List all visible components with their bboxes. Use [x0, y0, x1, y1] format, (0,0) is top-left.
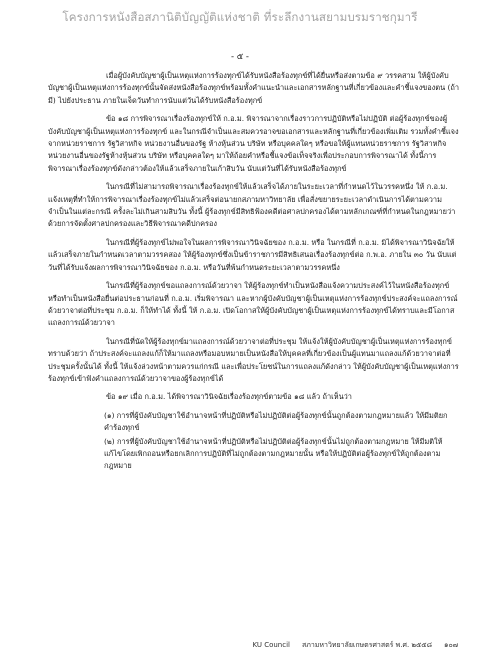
running-header: โครงการหนังสือสภานิติบัญญัติแห่งชาติ ที่ระลึกงานสยามบรมราชกุมารี — [62, 10, 418, 24]
footer-gazette: สภามหาวิทยาลัยเกษตรศาสตร์ พ.ศ. ๒๕๕๘ — [301, 641, 433, 649]
paragraph: ข้อ ๑๙ เมื่อ ก.อ.ม. ได้พิจารณาวินิจฉัยเรื่องร้องทุกข์ตามข้อ ๑๘ แล้ว ถ้าเห็นว่า — [106, 392, 352, 402]
paragraph: ในกรณีที่ผู้ร้องทุกข์ไม่พอใจในผลการพิจารณาวินิจฉัยของ ก.อ.ม. หรือ ในกรณีที่ ก.อ.ม. มิได้พิจารณาวินิจฉัยให้แล้วเสร็จภายในกำหนดเวลาตามวรรคสอง ให้ผู้ร้องทุกข์ซึ่งเป็นข้าราชการมีสิทธิเสนอเรื่องร้องทุกข์ต่อ ก.พ.อ. ภายใน ๓๐ วัน นับแต่วันที่ได้รับแจ้งผลการพิจารณาวินิจฉัยของ ก.อ.ม. หรือวันที่พ้นกำหนดระยะเวลาตามวรรคหนึ่ง — [48, 237, 457, 272]
page-footer — [252, 640, 458, 651]
footer-page-number: ๑๐๗ — [444, 641, 458, 649]
document-body — [48, 70, 460, 473]
paragraph: ในกรณีที่ไม่สามารถพิจารณาเรื่องร้องทุกข์ให้แล้วเสร็จได้ภายในระยะเวลาที่กำหนดไว้ในวรรคหนึ่ง ให้ ก.อ.ม. แจ้งเหตุที่ทำให้การพิจารณาเรื่องร้องทุกข์ไม่แล้วเสร็จต่อนายกสภามหาวิทยาลัย เพื่อสั่งขยายระยะเวลาดำเนินการได้ตามความจำเป็นในแต่ละกรณี ครั้งละไม่เกินสามสิบวัน ทั้งนี้ ผู้ร้องทุกข์มีสิทธิฟ้องคดีต่อศาลปกครองได้ตามหลักเกณฑ์ที่กำหนดในกฎหมายว่าด้วยการจัดตั้งศาลปกครองและวิธีพิจารณาคดีปกครอง — [48, 182, 456, 229]
paragraph: เมื่อผู้บังคับบัญชาผู้เป็นเหตุแห่งการร้องทุกข์ได้รับหนังสือร้องทุกข์ที่ได้ยื่นหรือส่งตามข้อ ๙ วรรคสาม ให้ผู้บังคับบัญชาผู้เป็นเหตุแห่งการร้องทุกข์นั้นจัดส่งหนังสือร้องทุกข์พร้อมทั้งคำแนะนำและเอกสารหลักฐานที่เกี่ยวข้องและคำชี้แจงของตน (ถ้ามี) ไปยังประธาน ภายในเจ็ดวันทำการนับแต่วันได้รับหนังสือร้องทุกข์ — [48, 71, 459, 105]
paragraph: ข้อ ๑๘ การพิจารณาเรื่องร้องทุกข์ให้ ก.อ.ม. พิจารณาจากเรื่องราวการปฏิบัติหรือไม่ปฏิบัติ ต่อผู้ร้องทุกข์ของผู้บังคับบัญชาผู้เป็นเหตุแห่งการร้องทุกข์ และในกรณีจำเป็นและสมควรอาจขอเอกสารและหลักฐานที่เกี่ยวข้องเพิ่มเติม รวมทั้งคำชี้แจงจากหน่วยราชการ รัฐวิสาหกิจ หน่วยงานอื่นของรัฐ ห้างหุ้นส่วน บริษัท หรือบุคคลใดๆ หรือขอให้ผู้แทนหน่วยราชการ รัฐวิสาหกิจ หน่วยงานอื่นของรัฐห้างหุ้นส่วน บริษัท หรือบุคคลใดๆ มาให้ถ้อยคำหรือชี้แจงข้อเท็จจริงเพื่อประกอบการพิจารณาได้ ทั้งนี้การพิจารณาเรื่องร้องทุกข์ดังกล่าวต้องให้แล้วเสร็จภายในเก้าสิบวัน นับแต่วันที่ได้รับหนังสือร้องทุกข์ — [48, 114, 459, 173]
footer-org: KU Council — [252, 641, 290, 649]
paragraph: ในกรณีที่นัดให้ผู้ร้องทุกข์มาแถลงการณ์ด้วยวาจาต่อที่ประชุม ให้แจ้งให้ผู้บังคับบัญชาผู้เป็นเหตุแห่งการร้องทุกข์ทราบด้วยว่า ถ้าประสงค์จะแถลงแก้ก็ให้มาแถลงหรือมอบหมายเป็นหนังสือให้บุคคลที่เกี่ยวข้องเป็นผู้แทนมาแถลงแก้ด้วยวาจาต่อที่ประชุมครั้งนั้นได้ ทั้งนี้ ให้แจ้งล่วงหน้าตามควรแก่กรณี และเพื่อประโยชน์ในการแถลงแก้ดังกล่าว ให้ผู้บังคับบัญชาผู้เป็นเหตุแห่งการร้องทุกข์เข้าฟังคำแถลงการณ์ด้วยวาจาของผู้ร้องทุกข์ได้ — [48, 336, 459, 383]
page-marker: - ๕ - — [231, 52, 249, 62]
sub-item: (๑) การที่ผู้บังคับบัญชาใช้อำนาจหน้าที่ปฏิบัติหรือไม่ปฏิบัติต่อผู้ร้องทุกข์นั้นถูกต้องตามกฎหมายแล้ว ให้มีมติยกคำร้องทุกข์ — [104, 410, 448, 433]
sub-item: (๒) การที่ผู้บังคับบัญชาใช้อำนาจหน้าที่ปฏิบัติหรือไม่ปฏิบัติต่อผู้ร้องทุกข์นั้นไม่ถูกต้องตามกฎหมาย ให้มีมติให้แก้ไขโดยเพิกถอนหรือยกเลิกการปฏิบัติที่ไม่ถูกต้องตามกฎหมายนั้น หรือให้ปฏิบัติต่อผู้ร้องทุกข์ให้ถูกต้องตามกฎหมาย — [104, 436, 443, 471]
paragraph: ในกรณีที่ผู้ร้องทุกข์ขอแถลงการณ์ด้วยวาจา ให้ผู้ร้องทุกข์ทำเป็นหนังสือแจ้งความประสงค์ไว้ในหนังสือร้องทุกข์ หรือทำเป็นหนังสือยื่นต่อประธานก่อนที่ ก.อ.ม. เริ่มพิจารณา และหากผู้บังคับบัญชาผู้เป็นเหตุแห่งการร้องทุกข์ประสงค์จะแถลงการณ์ด้วยวาจาต่อที่ประชุม ก.อ.ม. ก็ให้ทำได้ ทั้งนี้ ให้ ก.อ.ม. เปิดโอกาสให้ผู้บังคับบัญชาผู้เป็นเหตุแห่งการร้องทุกข์ได้ทราบและมีโอกาสแถลงการณ์ด้วยวาจา — [48, 281, 458, 328]
